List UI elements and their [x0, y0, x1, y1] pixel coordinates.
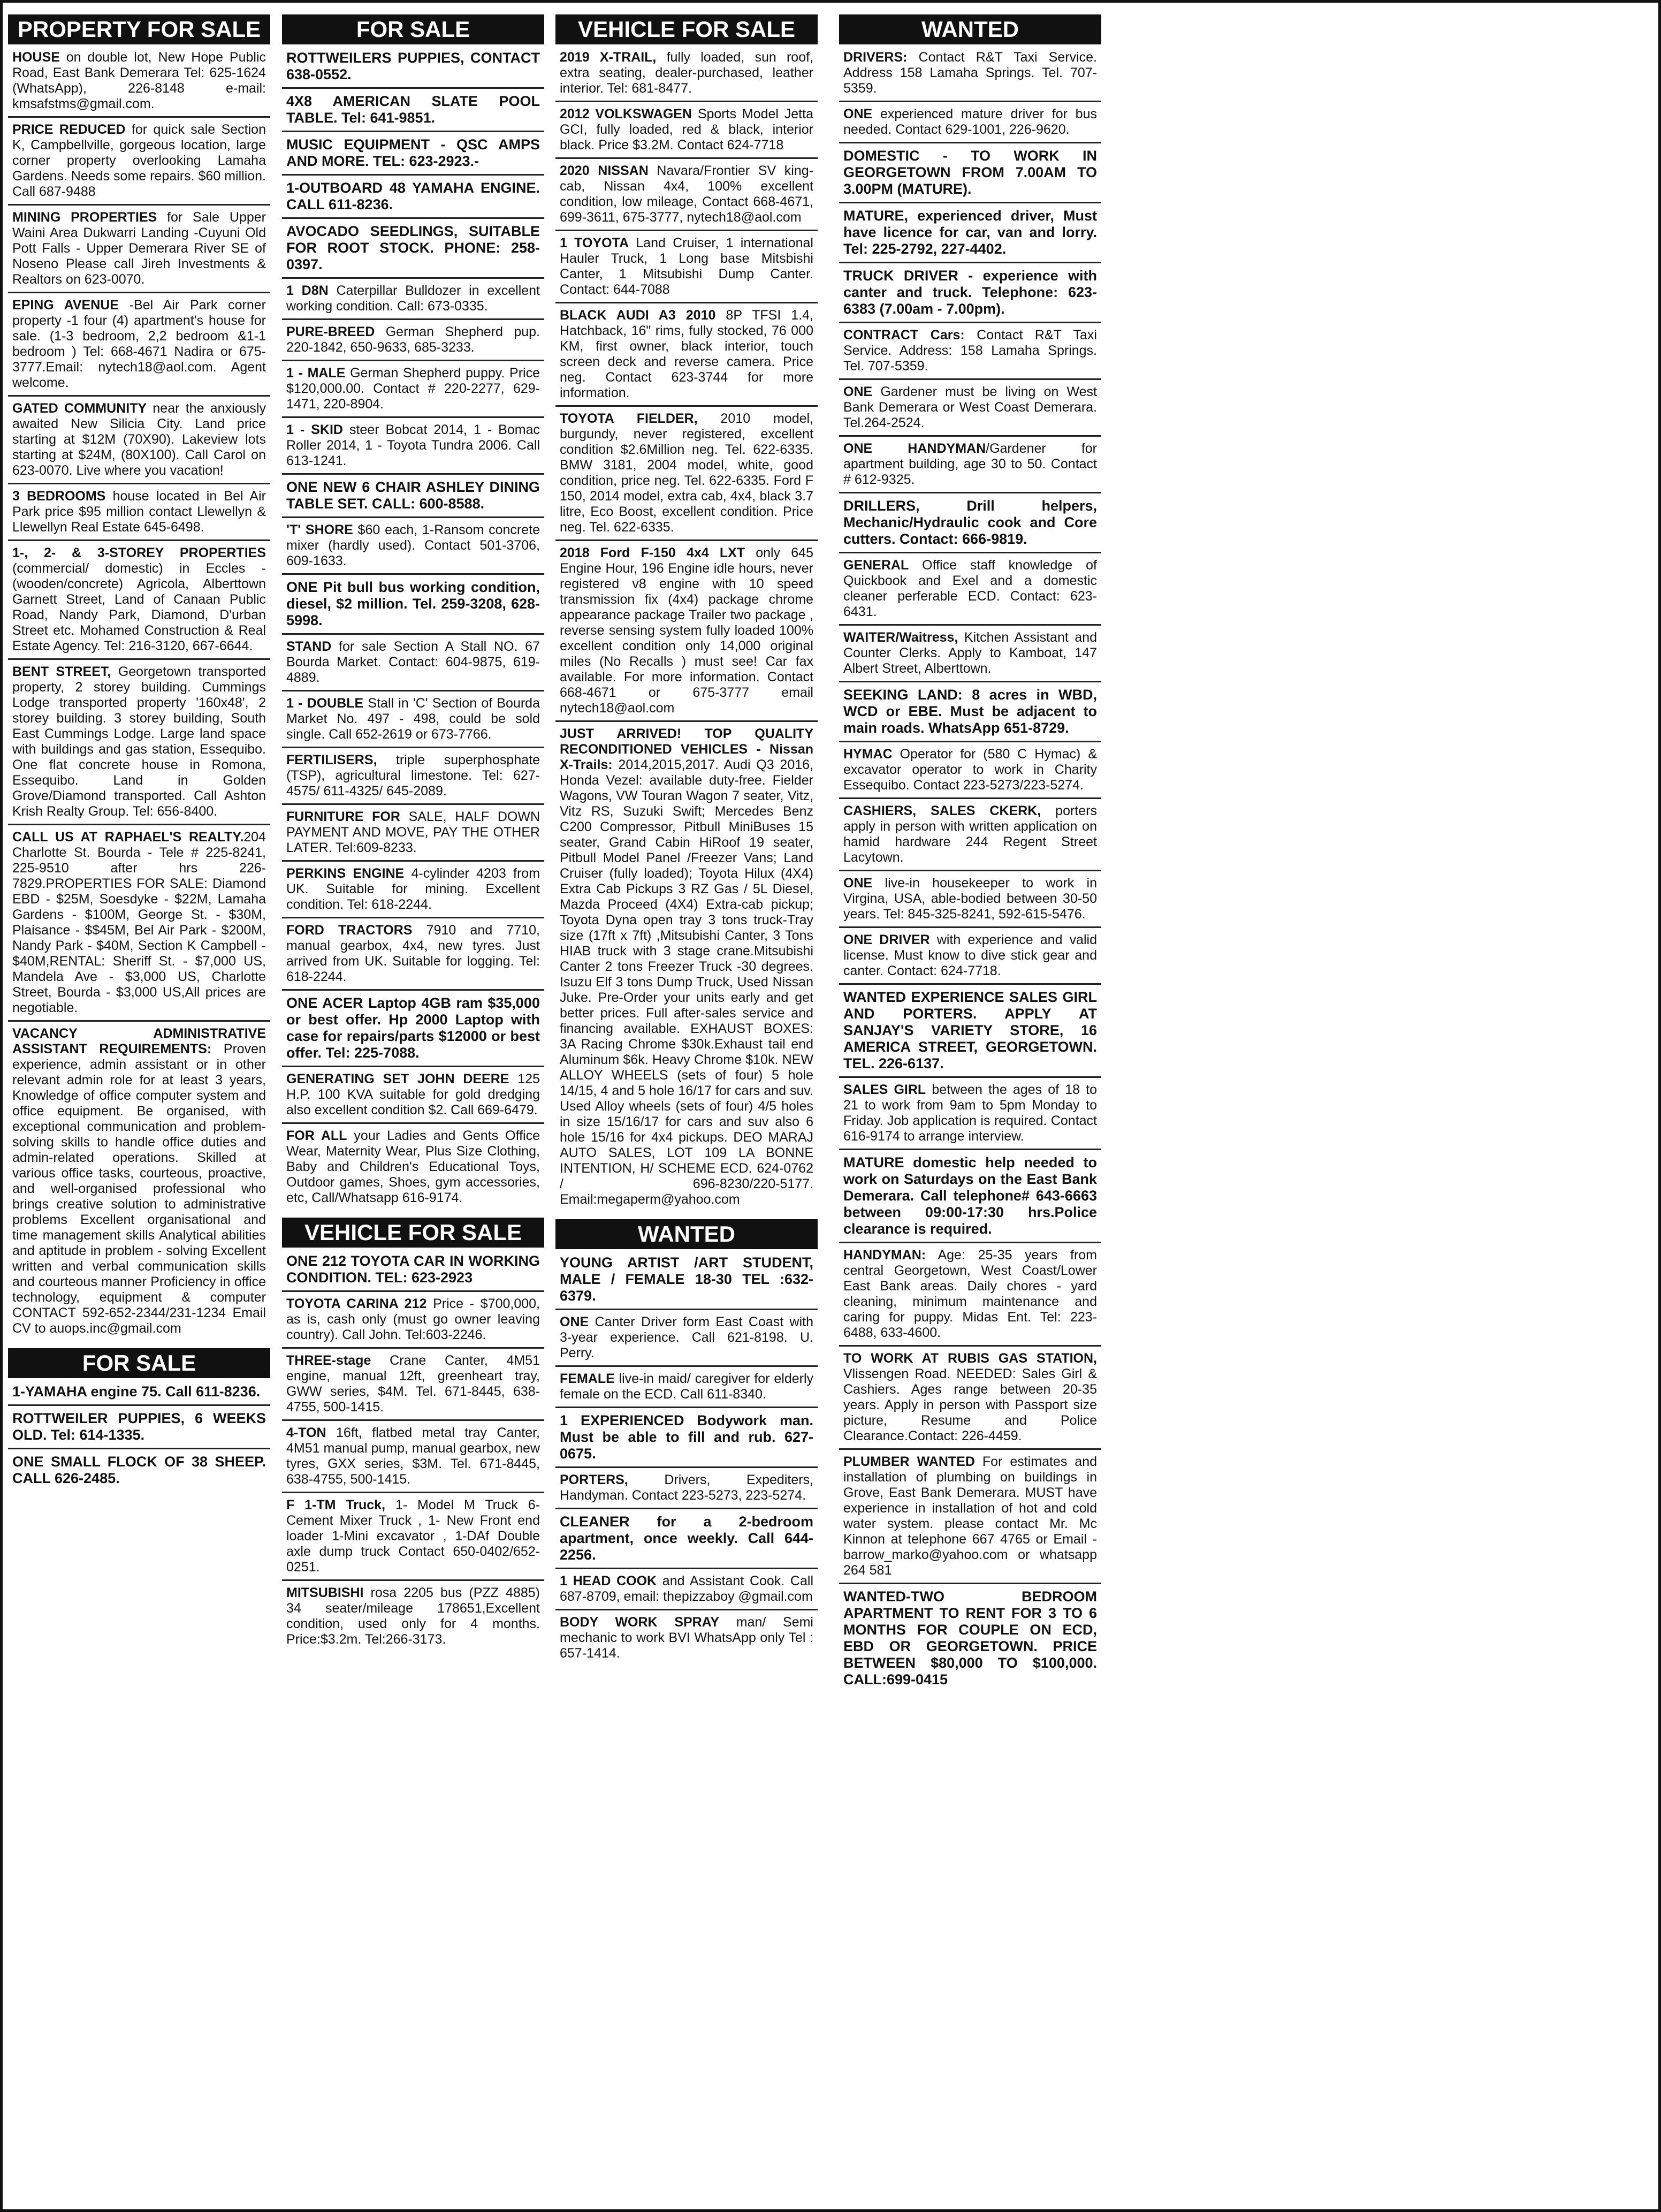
ad-headline: CALL US AT RAPHAEL'S REALTY. [12, 830, 244, 845]
ad-headline: ROTTWEILERS PUPPIES, CONTACT 638-0552. [286, 50, 540, 82]
classified-ad [839, 932, 1101, 985]
ad-headline: SALES GIRL [843, 1082, 926, 1097]
classified-ad [282, 136, 544, 176]
classified-ad [555, 1514, 818, 1569]
classified-ad [839, 876, 1101, 928]
classified-ad [555, 1615, 818, 1666]
ad-headline: 1-OUTBOARD 48 YAMAHA ENGINE. CALL 611-8236. [286, 180, 540, 212]
ad-headline: PLUMBER WANTED [843, 1454, 975, 1469]
section-heading: WANTED [839, 14, 1101, 44]
ad-headline: CASHIERS, SALES CKERK, [843, 803, 1041, 818]
classified-ad [839, 498, 1101, 553]
ad-headline: 4-TON [286, 1425, 326, 1440]
ad-body: Contact R&T Taxi Service. Address: 158 Lamaha Springs. Tel. 707-5359. [843, 328, 1097, 374]
ad-headline: HYMAC [843, 747, 893, 762]
classified-ad [839, 441, 1101, 493]
ad-headline: ONE [560, 1314, 589, 1329]
ad-body: 2010 model, burgundy, never registered, excellent condition $2.6Million neg. Tel. 622-6335. BMW 3181, 2004 model, white, good condition, price neg. Tel. 622-6335. Ford F 150, 2014 model, extra cab, 4x4, black 3.7 litre, Eco Boost, excellent condition. Price neg. Tel. 622-6335. [560, 411, 814, 535]
ad-headline: JUST ARRIVED! TOP QUALITY RECONDITIONED VEHICLES - Nissan X-Trails: [560, 726, 813, 772]
classified-ad [555, 107, 818, 159]
ad-headline: MINING PROPERTIES [12, 210, 157, 225]
ad-body: for sale Section A Stall NO. 67 Bourda Market. Contact: 604-9875, 619-4889. [286, 639, 540, 685]
ad-headline: 2020 NISSAN [560, 163, 649, 178]
ad-body: 16ft, flatbed metal tray Canter, 4M51 manual pump, manual gearbox, new tyres, GXX series, $3M. Tel. 671-8445, 638-4755, 500-1415. [286, 1425, 540, 1487]
ad-headline: 1 - MALE [286, 366, 346, 381]
ad-headline: 2018 Ford F-150 4x4 LXT [560, 545, 745, 560]
ad-body: and Assistant Cook. Call 687-8709, email: thepizzaboy @gmail.com [560, 1574, 814, 1604]
ad-headline: ONE [843, 876, 873, 891]
classified-ad [282, 1585, 544, 1652]
classified-ad [839, 747, 1101, 799]
ad-headline: EPING AVENUE [12, 298, 119, 313]
ad-headline: CONTRACT Cars: [843, 328, 965, 343]
classified-ad [839, 384, 1101, 437]
classified-ad [555, 1314, 818, 1367]
ad-headline: FEMALE [560, 1371, 615, 1386]
classified-ad [839, 1154, 1101, 1243]
classified-ad [282, 579, 544, 635]
ad-headline: ONE ACER Laptop 4GB ram $35,000 or best offer. Hp 2000 Laptop with case for repairs/parts $12000 or best offer. Tel: 225-7088. [286, 995, 540, 1061]
ad-headline: GATED COMMUNITY [12, 401, 147, 416]
ad-headline: DRIVERS: [843, 50, 908, 65]
ad-headline: 4X8 AMERICAN SLATE POOL TABLE. Tel: 641-9851. [286, 93, 540, 126]
ad-body: only 645 Engine Hour, 196 Engine idle hours, never registered v8 engine with 10 speed transmission fix (4x4) package chrome appearance package Trailer two package , reverse sensing system fully loaded 100% excellent condition only 14,000 original miles (No Recalls ) must see! Car fax available. For more information. Contact 668-4671 or 675-3777 email nytech18@aol.com [560, 545, 813, 716]
classified-ad [282, 1296, 544, 1349]
ad-headline: ONE HANDYMAN [843, 441, 986, 456]
classified-ad [282, 522, 544, 575]
classified-ad [282, 1128, 544, 1210]
ad-headline: HOUSE [12, 50, 60, 65]
ad-headline: TRUCK DRIVER - experience with canter and truck. Telephone: 623-6383 (7.00am - 7.00pm). [843, 268, 1097, 317]
ad-headline: MATURE domestic help needed to work on Saturdays on the East Bank Demerara. Call telephone# 643-6663 between 09:00-17:30 hrs.Police clearance is required. [843, 1154, 1097, 1237]
ad-headline: PURE-BREED [286, 324, 375, 339]
ad-headline: 1 - SKID [286, 422, 343, 437]
ad-headline: WANTED-TWO BEDROOM APARTMENT TO RENT FOR 3 TO 6 MONTHS FOR COUPLE ON ECD, EBD OR GEORGETOWN. PRICE BETWEEN $80,000 TO $100,000. CALL:699-0415 [843, 1588, 1097, 1687]
classified-ad [839, 989, 1101, 1078]
ad-body: triple superphosphate (TSP), agricultural limestone. Tel: 627-4575/ 611-4325/ 645-2089. [286, 752, 540, 799]
ad-headline: ROTTWEILER PUPPIES, 6 WEEKS OLD. Tel: 614-1335. [12, 1410, 266, 1443]
classified-ad [8, 545, 270, 660]
ad-headline: 2019 X-TRAIL, [560, 50, 657, 65]
classified-ad [555, 1472, 818, 1509]
ad-headline: TOYOTA CARINA 212 [286, 1296, 427, 1311]
classified-ad [839, 1588, 1101, 1692]
ad-body: Sports Model Jetta GCI, fully loaded, red & black, interior black. Price $3.2M. Contact 624-7718 [560, 107, 813, 153]
classified-ad [839, 558, 1101, 626]
ad-body: 204 Charlotte St. Bourda - Tele # 225-8241, 225-9510 after hrs 226-7829.PROPERTIES FOR SALE: Diamond EBD - $25M, Soesdyke - $22M, Lamaha Gardens - $100M, George St. - $30M, Plaisance - $$45M, Bel Air Park - $200M, Nandy Park - $40M, Section K Campbell - $40M,RENTAL: Sheriff St. - $7,000 US, Mandela Ave - $3,000 US, Charlotte Street, Bourda - $3,000 US,All prices are negotiable. [12, 830, 266, 1015]
ad-body: 7910 and 7710, manual gearbox, 4x4, new tyres. Just arrived from UK. Suitable for logging. Tel: 618-2244. [286, 923, 540, 984]
ad-body: 125 H.P. 100 KVA suitable for gold dredging also excellent condition $2. Call 669-6479. [286, 1071, 540, 1118]
ad-body: Office staff knowledge of Quickbook and Exel and a domestic cleaner perferable ECD. Contact: 623-6431. [843, 558, 1097, 619]
ad-headline: ONE SMALL FLOCK OF 38 SHEEP. CALL 626-2485. [12, 1454, 266, 1486]
ad-body: man/ Semi mechanic to work BVI WhatsApp only Tel : 657-1414. [560, 1615, 813, 1661]
ad-body: for quick sale Section K, Campbellville, gorgeous location, large corner property overlooking Lamaha Gardens. Needs some repairs. $60 million. Call 687-9488 [12, 122, 266, 199]
classified-ad [8, 1026, 270, 1341]
classified-ad [8, 401, 270, 484]
ad-body: German Shepherd pup. 220-1842, 650-9633, 685-3233. [286, 324, 540, 355]
classified-ad [839, 148, 1101, 203]
classified-ad [555, 1574, 818, 1610]
ad-body: Canter Driver form East Coast with 3-year experience. Call 621-8198. U. Perry. [560, 1314, 813, 1360]
ad-headline: MATURE, experienced driver, Must have licence for car, van and lorry. Tel: 225-2792, 227-4402. [843, 208, 1097, 257]
ad-headline: 1 TOYOTA [560, 235, 629, 250]
classified-ad [839, 803, 1101, 871]
ad-body: 1- Model M Truck 6-Cement Mixer Truck , 1- New Front end loader 1-Mini excavator , 1-DAf Double axle dump truck Contact 650-0402/652-0251. [286, 1498, 540, 1575]
classified-column-1 [8, 14, 270, 2203]
classified-ad [8, 830, 270, 1022]
classified-ad [8, 1410, 270, 1449]
ad-headline: GENERAL [843, 558, 909, 573]
classified-ad [282, 923, 544, 991]
ad-body: with experience and valid license. Must know to dive stick gear and canter. Contact: 624-7718. [843, 932, 1097, 978]
section-heading: VEHICLE FOR SALE [282, 1218, 544, 1248]
classified-ad [282, 1498, 544, 1581]
ad-body: Land Cruiser, 1 international Hauler Truck, 1 Long base Mitsbishi Canter, 1 Mitsubishi Dump Canter. Contact: 644-7088 [560, 235, 813, 297]
classified-ad [555, 545, 818, 722]
ad-headline: YOUNG ARTIST /ART STUDENT, MALE / FEMALE 18-30 TEL :632-6379. [560, 1255, 813, 1304]
classified-column-2 [282, 14, 544, 2203]
classified-ad [282, 752, 544, 805]
classified-ad [282, 93, 544, 132]
classified-ad [839, 1082, 1101, 1150]
ad-body: fully loaded, sun roof, extra seating, dealer-purchased, leather interior. Tel: 681-8477. [560, 50, 814, 96]
classified-ad [555, 1371, 818, 1408]
ad-headline: F 1-TM Truck, [286, 1498, 386, 1512]
ad-body: your Ladies and Gents Office Wear, Maternity Wear, Plus Size Clothing, Baby and Children's Educational Toys, Outdoor games, Shoes, gym accessories, etc, Call/Whatsapp 616-9174. [286, 1128, 540, 1205]
ad-body: $60 each, 1-Ransom concrete mixer (hardly used). Contact 501-3706, 609-1633. [286, 522, 540, 568]
ad-headline: TOYOTA FIELDER, [560, 411, 698, 426]
ad-headline: 1 HEAD COOK [560, 1574, 657, 1588]
classified-ad [8, 489, 270, 541]
ad-body: Crane Canter, 4M51 engine, manual 12ft, greenheart tray, GWW series, $4M. Tel. 671-8445, 638-4755, 500-1415. [286, 1353, 540, 1415]
section-heading: VEHICLE FOR SALE [555, 14, 818, 44]
ad-body: Drivers, Expediters, Handyman. Contact 223-5273, 223-5274. [560, 1472, 813, 1503]
classified-ad [282, 639, 544, 691]
ad-body: Contact R&T Taxi Service. Address 158 Lamaha Springs. Tel. 707-5359. [843, 50, 1097, 96]
classified-column-4 [839, 14, 1101, 2203]
classified-ad [8, 298, 270, 397]
ad-body: on double lot, New Hope Public Road, East Bank Demerara Tel: 625-1624 (WhatsApp), 226-8148 e-mail: kmsafstms@gmail.com. [12, 50, 266, 111]
ad-headline: PRICE REDUCED [12, 122, 126, 137]
ad-headline: 1 - DOUBLE [286, 696, 364, 711]
ad-headline: FORD TRACTORS [286, 923, 413, 938]
classified-ad [8, 1384, 270, 1406]
classified-ad [282, 50, 544, 89]
classified-ad [839, 1351, 1101, 1450]
ad-body: -Bel Air Park corner property -1 four (4) apartment's house for sale. (1-3 bedroom, 2,2 bedroom &1-1 bedroom ) Tel: 668-4671 Nadira or 675-3777.Email: nytech18@aol.com. Agent welcome. [12, 298, 266, 390]
classified-ad [839, 107, 1101, 143]
section-heading: FOR SALE [282, 14, 544, 44]
classified-ad [8, 122, 270, 206]
ad-body: (commercial/ domestic) in Eccles - (wooden/concrete) Agricola, Alberttown Garnett Street, Land of Canaan Public Road, Nandy Park, Diamond, D'urban Street etc. Mohamed Construction & Real Estate Agency. Tel: 216-3120, 667-6644. [12, 561, 266, 653]
ad-headline: MITSUBISHI [286, 1585, 364, 1600]
ad-body: house located in Bel Air Park price $95 million contact Llewellyn & Llewellyn Real Estate 645-6498. [12, 489, 266, 535]
ad-body: Vlissengen Road. NEEDED: Sales Girl & Cashiers. Ages range between 20-35 years. Apply in person with Passport size picture, Resume and Police Clearance.Contact: 226-4459. [843, 1366, 1097, 1443]
classified-ad [555, 50, 818, 102]
ad-body: Kitchen Assistant and Counter Clerks. Apply to Kamboat, 147 Albert Street, Alberttown. [843, 630, 1097, 676]
ad-headline: 1-, 2- & 3-STOREY PROPERTIES [12, 545, 266, 560]
ad-body: 2014,2015,2017. Audi Q3 2016, Honda Vezel: available duty-free. Fielder Wagons, VW Touran Wagon 7 seater, Vitz, Vitz RS, Suzuki Swift; Mercedes Benz C200 Compressor, Pitbull MiniBuses 15 seater, Grand Cabin HiRoof 19 seater, Pitbull Model Panel /Freezer Vans; Land Cruiser (fully loaded); Toyota Hilux (4X4) Extra Cab Pickups 3 RZ Gas / 5L Diesel, Mazda Proceed (4X4) Extra-cab pickup; Toyota Dyna open tray 3 tons truck-Tray size (17ft x 7ft) ,Mitsubishi Canter, 3 Tons HIAB truck with 3 stage crane.Mitsubishi Canter 2 tons Freezer Truck -30 degrees. Isuzu Elf 3 tons Dump Truck, Used Nissan Juke. Pre-Order your units early and get better prices. Full after-sales service and financing available. EXHAUST BOXES: 3A Racing Chrome $30k.Exhaust tail end Aluminum $6k. Heavy Chrome $10k. NEW ALLOY WHEELS (sets of four) 5 hole 14/15, 4 and 5 hole 16/17 for cars and suv. Used Alloy wheels (sets of four) 4/5 holes in size 15/16/17 for cars and suv also 6 hole 15/16 for 4x4 pickups. DEO MARAJ AUTO SALES, LOT 109 LA BONNE INTENTION, H/ SCHEME ECD. 624-0762 / 696-8230/220-5177. Email:megaperm@yahoo.com [560, 757, 813, 1207]
ad-body: porters apply in person with written application on hamid hardware 244 Regent Street Lacytown. [843, 803, 1097, 865]
ad-body: German Shepherd puppy. Price $120,000.00. Contact # 220-2277, 629-1471, 220-8904. [286, 366, 540, 412]
ad-headline: FURNITURE FOR [286, 809, 400, 824]
classified-ad [8, 1454, 270, 1491]
ad-body: rosa 2205 bus (PZZ 4885) 34 seater/mileage 178651,Excellent condition, used only for 4 months. Price:$3.2m. Tel:266-3173. [286, 1585, 540, 1647]
ad-headline: WANTED EXPERIENCE SALES GIRL AND PORTERS. APPLY AT SANJAY'S VARIETY STORE, 16 AMERICA STREET, GEORGETOWN. TEL. 226-6137. [843, 989, 1097, 1071]
ad-headline: ONE [843, 384, 873, 399]
ad-body: For estimates and installation of plumbing on buildings in Grove, East Bank Demerara. MUST have experience in installation of hot and cold water system. please contact Mr. Mc Kinnon at telephone 667 4765 or Email - barrow_marko@yahoo.com or whatsapp 264 581 [843, 1454, 1097, 1578]
ad-headline: GENERATING SET JOHN DEERE [286, 1071, 509, 1086]
ad-headline: FERTILISERS, [286, 752, 377, 767]
ad-headline: ONE Pit bull bus working condition, diesel, $2 million. Tel. 259-3208, 628-5998. [286, 579, 540, 628]
ad-headline: 1 EXPERIENCED Bodywork man. Must be able to fill and rub. 627-0675. [560, 1412, 813, 1462]
ad-body: Stall in 'C' Section of Bourda Market No. 497 - 498, could be sold single. Call 652-2619 or 673-7766. [286, 696, 540, 742]
ad-body: live-in housekeeper to work in Virgina, USA, able-bodied between 30-50 years. Tel: 845-325-8241, 592-615-5476. [843, 876, 1097, 922]
classified-ad [282, 1425, 544, 1493]
classified-ad [8, 50, 270, 118]
ad-headline: 'T' SHORE [286, 522, 353, 537]
ad-body: Navara/Frontier SV king-cab, Nissan 4x4, 100% excellent condition, low mileage, Contact 668-4671, 699-3611, 675-3777, nytech18@aol.com [560, 163, 813, 225]
classified-ad [282, 995, 544, 1067]
ad-body: SALE, HALF DOWN PAYMENT AND MOVE, PAY THE OTHER LATER. Tel:609-8233. [286, 809, 540, 855]
ad-body: live-in maid/ caregiver for elderly female on the ECD. Call 611-8340. [560, 1371, 813, 1402]
ad-body: Operator for (580 C Hymac) & excavator operator to work in Charity Essequibo. Contact 223-5273/223-5274. [843, 747, 1097, 793]
ad-headline: HANDYMAN: [843, 1248, 926, 1263]
classified-ad [839, 268, 1101, 323]
classified-ad [555, 1255, 818, 1310]
classified-ad [839, 50, 1101, 102]
section-heading: FOR SALE [8, 1348, 270, 1378]
classified-ad [282, 180, 544, 219]
ad-body: 8P TFSI 1.4, Hatchback, 16" rims, fully stocked, 76 000 KM, first owner, black interior, touch screen deck and reverse camera. Price neg. Contact 623-3744 for more information. [560, 308, 813, 400]
classified-ad [282, 1253, 544, 1292]
ad-headline: BODY WORK SPRAY [560, 1615, 720, 1630]
classified-ad [555, 163, 818, 231]
section-heading: PROPERTY FOR SALE [8, 14, 270, 44]
section-heading: WANTED [555, 1219, 818, 1249]
classified-ad [555, 235, 818, 303]
ad-headline: DOMESTIC - TO WORK IN GEORGETOWN FROM 7.00AM TO 3.00PM (MATURE). [843, 148, 1097, 197]
ad-headline: BLACK AUDI A3 2010 [560, 308, 716, 323]
classified-ad [839, 687, 1101, 742]
classified-ad [555, 1412, 818, 1468]
ad-body: Gardener must be living on West Bank Demerara or West Coast Demerara. Tel.264-2524. [843, 384, 1097, 430]
classified-ad [839, 1454, 1101, 1584]
ad-headline: ONE DRIVER [843, 932, 930, 947]
classified-ad [282, 866, 544, 918]
classified-ad [282, 366, 544, 418]
ad-body: near the anxiously awaited New Silicia City. Land price starting at $12M (70X90). Lakeview lots starting at $24M, (80X100). Call Carol on 623-0070. Live where you vacation! [12, 401, 266, 478]
ad-headline: THREE-stage [286, 1353, 371, 1368]
classified-ad [282, 696, 544, 748]
classified-ad [282, 223, 544, 279]
ad-headline: 1-YAMAHA engine 75. Call 611-8236. [12, 1384, 261, 1400]
classified-ad [282, 283, 544, 320]
classified-ad [8, 210, 270, 293]
ad-body: for Sale Upper Waini Area Dukwarri Landing -Cuyuni Old Pott Falls - Upper Demerara River SE of Noseno Please call Jireh Investments & Realtors on 623-0070. [12, 210, 266, 287]
classified-ad [839, 630, 1101, 682]
classified-ad [839, 1248, 1101, 1347]
ad-body: Caterpillar Bulldozer in excellent working condition. Call: 673-0335. [286, 283, 540, 314]
classified-ad [282, 479, 544, 518]
classified-ad [555, 726, 818, 1212]
classified-ad [282, 1353, 544, 1421]
ad-headline: DRILLERS, Drill helpers, Mechanic/Hydraulic cook and Core cutters. Contact: 666-9819. [843, 498, 1097, 547]
ad-body: 4-cylinder 4203 from UK. Suitable for mining. Excellent condition. Tel: 618-2244. [286, 866, 540, 912]
ad-headline: CLEANER for a 2-bedroom apartment, once weekly. Call 644-2256. [560, 1514, 813, 1563]
ad-headline: PERKINS ENGINE [286, 866, 405, 881]
ad-body: steer Bobcat 2014, 1 - Bomac Roller 2014, 1 - Toyota Tundra 2006. Call 613-1241. [286, 422, 540, 468]
classified-ad [282, 809, 544, 862]
ad-headline: ONE NEW 6 CHAIR ASHLEY DINING TABLE SET. CALL: 600-8588. [286, 479, 540, 512]
ad-headline: ONE [843, 107, 873, 121]
ad-body: Age: 25-35 years from central Georgetown, West Coast/Lower East Bank areas. Daily chores - yard cleaning, minimum maintenance and caring for puppy. Midas Ent. Tel: 223-6488, 633-4600. [843, 1248, 1097, 1340]
ad-body: Proven experience, admin assistant or in other relevant admin role for at least 3 years, Knowledge of office computer system and office equipment. Be organised, with exceptional communication and problem-solving skills to handle office duties and admin-related operations. Skilled at various office tasks, courteous, proactive, and well-organised professional who brings creative solution to administrative problems Excellent organisational and time management skills Analytical abilities and aptitude in problem - solving Excellent written and verbal communication skills and courteous manner Proficiency in office technology, equipment & computer CONTACT 592-652-2344/231-1234 Email CV to auops.inc@gmail.com [12, 1042, 266, 1336]
classified-ad [282, 324, 544, 361]
ad-headline: BENT STREET, [12, 664, 111, 679]
classified-ad [282, 422, 544, 475]
ad-headline: PORTERS, [560, 1472, 628, 1487]
ad-body: Price - $700,000, as is, cash only (must go owner leaving country). Call John. Tel:603-2246. [286, 1296, 540, 1342]
ad-headline: MUSIC EQUIPMENT - QSC AMPS AND MORE. TEL: 623-2923.- [286, 136, 540, 169]
ad-headline: AVOCADO SEEDLINGS, SUITABLE FOR ROOT STOCK. PHONE: 258-0397. [286, 223, 540, 272]
ad-body: /Gardener for apartment building, age 30 to 50. Contact # 612-9325. [843, 441, 1098, 487]
classified-ad [8, 664, 270, 825]
ad-body: between the ages of 18 to 21 to work from 9am to 5pm Monday to Friday. Job application is required. Contact 616-9174 to arrange interview. [843, 1082, 1097, 1144]
ad-body: experienced mature driver for bus needed. Contact 629-1001, 226-9620. [843, 107, 1097, 137]
classified-ad [555, 411, 818, 541]
classified-ad [839, 208, 1101, 263]
ad-headline: TO WORK AT RUBIS GAS STATION, [843, 1351, 1097, 1366]
ad-headline: 2012 VOLKSWAGEN [560, 107, 692, 121]
ad-headline: VACANCY ADMINISTRATIVE ASSISTANT REQUIREMENTS: [12, 1026, 266, 1056]
ad-headline: SEEKING LAND: 8 acres in WBD, WCD or EBE. Must be adjacent to main roads. WhatsApp 651-8729. [843, 687, 1097, 736]
ad-headline: ONE 212 TOYOTA CAR IN WORKING CONDITION. TEL: 623-2923 [286, 1253, 540, 1286]
ad-headline: FOR ALL [286, 1128, 347, 1143]
ad-headline: 1 D8N [286, 283, 329, 298]
classified-column-3 [555, 14, 818, 2203]
ad-body: Georgetown transported property, 2 storey building. Cummings Lodge transported property '160x48', 2 storey building. 3 storey building, South East Cummings Lodge. Large land space with buildings and gas station, Essequibo. One flat concrete house in Romona, Essequibo. Land in Golden Grove/Diamond transported. Call Ashton Krish Realty Group. Tel: 656-8400. [12, 664, 266, 819]
classified-ad [555, 308, 818, 407]
classified-ad [839, 328, 1101, 380]
ad-headline: STAND [286, 639, 332, 654]
ad-headline: 3 BEDROOMS [12, 489, 106, 504]
classified-ad [282, 1071, 544, 1124]
ad-headline: WAITER/Waitress, [843, 630, 958, 645]
